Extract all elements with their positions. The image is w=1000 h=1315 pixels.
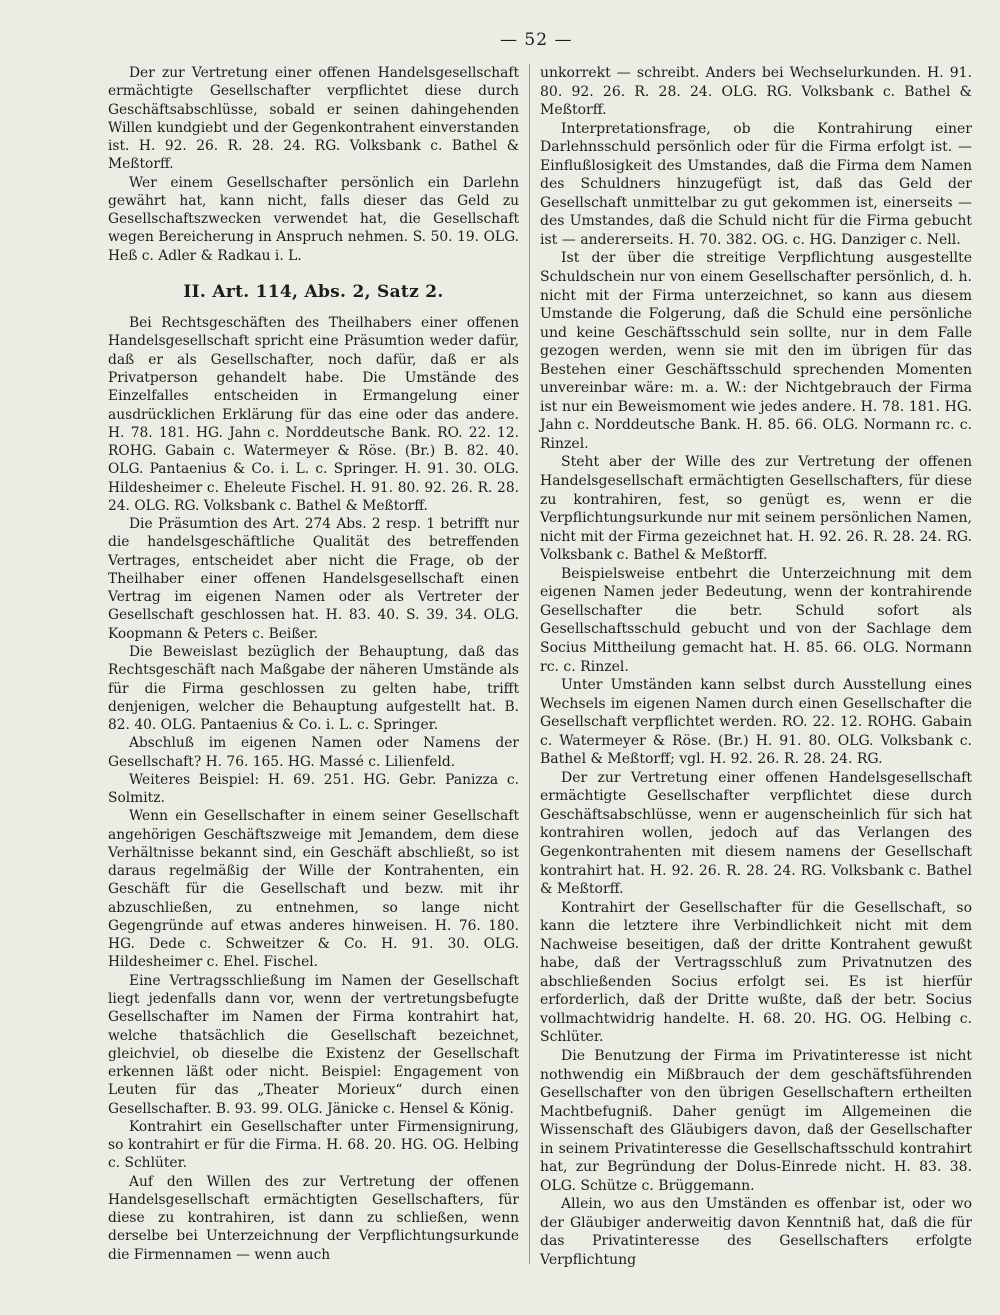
left-column — [108, 64, 519, 1264]
paragraph: Der zur Vertretung einer offenen Handelsgesellschaft ermächtigte Gesellschafter verpflichtet diese durch Geschäftsabschlüsse, sobald er seinen dahingehenden Willen kundgiebt und der Gegenkontrahent einverstanden ist. H. 92. 26. R. 28. 24. RG. Volksbank c. Bathel & Meßtorff. — [108, 65, 519, 173]
paragraph: Kontrahirt ein Gesellschafter unter Firmensignirung, so kontrahirt er für die Firma. H. 68. 20. HG. OG. Helbing c. Schlüter. — [108, 1118, 519, 1172]
paragraph: Wenn ein Gesellschafter in einem seiner Gesellschaft angehörigen Geschäftszweige mit Jemandem, dem diese Verhältnisse bekannt sind, ein Geschäft abschließt, so ist daraus regelmäßig der Wille der Kontrahenten, ein Geschäft für die Gesellschaft und bezw. mit ihr abzuschließen, zu entnehmen, so lange nicht Gegengründe auf etwas anderes hinweisen. H. 76. 180. HG. Dede c. Schweitzer & Co. H. 91. 30. OLG. Hildesheimer c. Ehel. Fischel. — [108, 808, 519, 971]
paragraph-continuation: unkorrekt — schreibt. Anders bei Wechselurkunden. H. 91. 80. 92. 26. R. 28. 24. OLG. RG. Volksbank c. Bathel & Meßtorff. — [540, 65, 972, 119]
document-page: — 52 — Der zur Vertretung einer offenen Handelsgesellschaft ermächtigte Gesellschafter verpflichtet diese durch Geschäftsabschlüsse, sobald er seinen dahingehenden Willen kundgiebt und der Gegenkontrahent einverstanden ist. H. 92. 26. R. 28. 24. RG. Volksbank c. Bathel & Meßtorff. Wer einem Gesellschafter persönlich ein Darlehn gewährt hat, kann nicht, falls dieser das Geld zu Gesellschaftszwecken verwendet hat, die Gesellschaft wegen Bereicherung in Anspruch nehmen. S. 50. 19. OLG. Heß c. Adler & Radkau i. L. II. Art. 114, Abs. 2, Satz 2. Bei Rechtsgeschäften des Theilhabers einer offenen Handelsgesellschaft spricht eine Präsumtion weder dafür, daß er als Gesellschafter, noch dafür, daß er als Privatperson gehandelt habe. Die Umstände des Einzelfalles entscheiden in Ermangelung einer ausdrücklichen Erklärung für das eine oder das andere. H. 78. 181. HG. Jahn c. Norddeutsche Bank. RO. 22. 12. ROHG. Gabain c. Watermeyer & Röse. (Br.) B. 82. 40. OLG. Pantaenius & Co. i. L. c. Springer. H. 91. 30. OLG. Hildesheimer c. Eheleute Fischel. H. 91. 80. 92. 26. R. 28. 24. OLG. RG. Volksbank c. Bathel & Meßtorff. Die Präsumtion des Art. 274 Abs. 2 resp. 1 betrifft nur die handelsgeschäftliche Qualität des betreffenden Vertrages, entscheidet aber nicht die Frage, ob der Theilhaber einer offenen Handelsgesellschaft einen Vertrag im eigenen Namen oder als Vertreter der Gesellschaft geschlossen hat. H. 83. 40. S. 39. 34. OLG. Koopmann & Peters c. Beißer. Die Beweislast bezüglich der Behauptung, daß das Rechtsgeschäft nach Maßgabe der näheren Umstände als für die Firma geschlossen zu gelten habe, trifft denjenigen, welcher die Behauptung aufgestellt hat. B. 82. 40. OLG. Pantaenius & Co. i. L. c. Springer. Abschluß im eigenen Namen oder Namens der Gesellschaft? H. 76. 165. HG. Massé c. Lilienfeld. Weiteres Beispiel: H. 69. 251. HG. Gebr. Panizza c. Solmitz. Wenn ein Gesellschafter in einem seiner Gesellschaft angehörigen Geschäftszweige mit Jemandem, dem diese Verhältnisse bekannt sind, ein Geschäft abschließt, so ist daraus regelmäßig der Wille der Kontrahenten, ein Geschäft für die Gesellschaft und bezw. mit ihr abzuschließen, zu entnehmen, so lange nicht Gegengründe auf etwas anderes hinweisen. H. 76. 180. HG. Dede c. Schweitzer & Co. H. 91. 30. OLG. Hildesheimer c. Ehel. Fischel. Eine Vertragsschließung im Namen der Gesellschaft liegt jedenfalls dann vor, wenn der vertretungsbefugte Gesellschafter im Namen der Firma kontrahirt hat, welche thatsächlich die Gesellschaft bezeichnet, gleichviel, ob dieselbe die Existenz der Gesellschaft erkennen läßt oder nicht. Beispiel: Engagement von Leuten für das „Theater Morieux“ durch einen Gesellschafter. B. 93. 99. OLG. Jänicke c. Hensel & König. Kontrahirt ein Gesellschafter unter Firmensignirung, so kontrahirt er für die Firma. H. 68. 20. HG. OG. Helbing c. Schlüter. Auf den Willen des zur Vertretung der offenen Handelsgesellschaft ermächtigten Gesellschafters, für diese zu kontrahiren, ist dann zu schließen, wenn derselbe bei Unterzeichnung der Verpflichtungsurkunde die Firmennamen — wenn auch unkorrekt — schreibt. Anders bei Wechselurkunden. H. 91. 80. 92. 26. R. 28. 24. OLG. RG. Volksbank c. Bathel & Meßtorff. Interpretationsfrage, ob die Kontrahirung einer Darlehnsschuld persönlich oder für die Firma erfolgt ist. — Einflußlosigkeit des Umstandes, daß die Firma dem Namen des Schuldners hinzugefügt ist, daß das Geld der Gesellschaft unmittelbar zu gut gekommen ist, einerseits — des Umstandes, daß die Schuld nicht für die Firma gebucht ist — andererseits. H. 70. 382. OG. c. HG. Danziger c. Nell. Ist der über die streitige Verpflichtung ausgestellte Schuldschein nur von einem Gesellschafter persönlich, d. h. nicht mit der Firma unterzeichnet, so kann aus diesem Umstande die Folgerung, daß die Schuld eine persönliche und keine Geschäftsschuld sein sollte, nur in dem Falle gezogen werden, wenn sie mit den im übrigen für das Bestehen einer Geschäftsschuld sprechenden Momenten unvereinbar wäre: m. a. W.: der Nichtgebrauch der Firma ist nur ein Beweismoment wie jedes andere. H. 78. 181. HG. Jahn c. Norddeutsche Bank. H. 85. 66. OLG. Normann rc. c. Rinzel. Steht aber der Wille des zur Vertretung der offenen Handelsgesellschaft ermächtigten Gesellschafters, für diese zu kontrahiren, fest, so genügt es, wenn er die Verpflichtungsurkunde nur mit seinem persönlichen Namen, nicht mit der Firma gezeichnet hat. H. 92. 26. R. 28. 24. RG. Volksbank c. Bathel & Meßtorff. Beispielsweise entbehrt die Unterzeichnung mit dem eigenen Namen jeder Bedeutung, wenn der kontrahirende Gesellschafter die betr. Schuld sofort als Gesellschaftsschuld gebucht und von der Sachlage dem Socius Mittheilung gemacht hat. H. 85. 66. OLG. Normann rc. c. Rinzel. Unter Umständen kann selbst durch Ausstellung eines Wechsels im eigenen Namen durch einen Gesellschafter die Gesellschaft verpflichtet werden. RO. 22. 12. ROHG. Gabain c. Watermeyer & Röse. (Br.) H. 91. 80. OLG. Volksbank c. Bathel & Meßtorff; vgl. H. 92. 26. R. 28. 24. RG. Der zur Vertretung einer offenen Handelsgesellschaft ermächtigte Gesellschafter verpflichtet diese durch Geschäftsabschlüsse, wenn er augenscheinlich für sich hat kontrahiren wollen, jedoch auf das Verlangen des Gegenkontrahenten mit diesem namens der Gesellschaft kontrahirt hat. H. 92. 26. R. 28. 24. RG. Volksbank c. Bathel & Meßtorff. Kontrahirt der Gesellschafter für die Gesellschaft, so kann die letztere ihre Verbindlichkeit nicht mit dem Nachweise beseitigen, daß der dritte Kontrahent gewußt habe, daß der Vertragsschluß zum Privatnutzen des abschließenden Socius erfolgt sei. Es ist hierfür erforderlich, daß der Dritte wußte, daß der betr. Socius vollmachtwidrig handelte. H. 68. 20. HG. OG. Helbing c. Schlüter. Die Benutzung der Firma im Privatinteresse ist nicht nothwendig ein Mißbrauch der dem geschäftsführenden Gesellschafter von den übrigen Gesellschaftern ertheilten Machtbefugniß. Daher genügt im Allgemeinen die Wissenschaft des Gläubigers davon, daß der Gesellschafter in seinem Privatinteresse die Gesellschaftsschuld kontrahirt hat, zur Begründung der Dolus-Einrede nicht. H. 83. 38. OLG. Schütze c. Brüggemann. Allein, wo aus den Umständen es offenbar ist, oder wo der Gläubiger anderweitig davon Kenntniß hat, daß die für das Privatinteresse des Gesellschafters erfolgte Verpflichtung — [108, 30, 972, 1268]
paragraph: Die Benutzung der Firma im Privatinteresse ist nicht nothwendig ein Mißbrauch der dem geschäftsführenden Gesellschafter von den übrigen Gesellschaftern ertheilten Machtbefugniß. Daher genügt im Allgemeinen die Wissenschaft des Gläubigers davon, daß der Gesellschafter in seinem Privatinteresse die Gesellschaftsschuld kontrahirt hat, zur Begründung der Dolus-Einrede nicht. H. 83. 38. OLG. Schütze c. Brüggemann. — [540, 1047, 972, 1194]
paragraph: Beispielsweise entbehrt die Unterzeichnung mit dem eigenen Namen jeder Bedeutung, wenn der kontrahirende Gesellschafter die betr. Schuld sofort als Gesellschaftsschuld gebucht und von der Sachlage dem Socius Mittheilung gemacht hat. H. 85. 66. OLG. Normann rc. c. Rinzel. — [540, 565, 972, 675]
paragraph: Allein, wo aus den Umständen es offenbar ist, oder wo der Gläubiger anderweitig davon Kenntniß hat, daß die für das Privatinteresse des Gesellschafters erfolgte Verpflichtung — [540, 1196, 972, 1268]
paragraph: Ist der über die streitige Verpflichtung ausgestellte Schuldschein nur von einem Gesellschafter persönlich, d. h. nicht mit der Firma unterzeichnet, so kann aus diesem Umstande die Folgerung, daß die Schuld eine persönliche und keine Geschäftsschuld sein sollte, nur in dem Falle gezogen werden, wenn sie mit den im übrigen für das Bestehen einer Geschäftsschuld sprechenden Momenten unvereinbar wäre: m. a. W.: der Nichtgebrauch der Firma ist nur ein Beweismoment wie jedes andere. H. 78. 181. HG. Jahn c. Norddeutsche Bank. H. 85. 66. OLG. Normann rc. c. Rinzel. — [540, 250, 972, 452]
section-heading: II. Art. 114, Abs. 2, Satz 2. — [183, 281, 444, 302]
paragraph: Weiteres Beispiel: H. 69. 251. HG. Gebr. Panizza c. Solmitz. — [108, 771, 519, 807]
paragraph: Auf den Willen des zur Vertretung der offenen Handelsgesellschaft ermächtigten Gesellschafters, für diese zu kontrahiren, ist dann zu schließen, wenn derselbe bei Unterzeichnung der Verpflichtungsurkunde die Firmennamen — wenn auch — [108, 1173, 519, 1263]
column-divider — [529, 64, 530, 1264]
paragraph: Unter Umständen kann selbst durch Ausstellung eines Wechsels im eigenen Namen durch einen Gesellschafter die Gesellschaft verpflichtet werden. RO. 22. 12. ROHG. Gabain c. Watermeyer & Röse. (Br.) H. 91. 80. OLG. Volksbank c. Bathel & Meßtorff; vgl. H. 92. 26. R. 28. 24. RG. — [540, 677, 972, 768]
paragraph: Die Präsumtion des Art. 274 Abs. 2 resp. 1 betrifft nur die handelsgeschäftliche Qualität des betreffenden Vertrages, entscheidet aber nicht die Frage, ob der Theilhaber einer offenen Handelsgesellschaft einen Vertrag im eigenen Namen oder als Vertreter der Gesellschaft geschlossen hat. H. 83. 40. S. 39. 34. OLG. Koopmann & Peters c. Beißer. — [108, 516, 519, 642]
paragraph: Bei Rechtsgeschäften des Theilhabers einer offenen Handelsgesellschaft spricht eine Präsumtion weder dafür, daß er als Gesellschafter, noch dafür, daß er als Privatperson gehandelt habe. Die Umstände des Einzelfalles entscheiden in Ermangelung einer ausdrücklichen Erklärung für das eine oder das andere. H. 78. 181. HG. Jahn c. Norddeutsche Bank. RO. 22. 12. ROHG. Gabain c. Watermeyer & Röse. (Br.) B. 82. 40. OLG. Pantaenius & Co. i. L. c. Springer. H. 91. 30. OLG. Hildesheimer c. Eheleute Fischel. H. 91. 80. 92. 26. R. 28. 24. OLG. RG. Volksbank c. Bathel & Meßtorff. — [108, 315, 519, 514]
paragraph: Steht aber der Wille des zur Vertretung der offenen Handelsgesellschaft ermächtigten Gesellschafters, für diese zu kontrahiren, fest, so genügt es, wenn er die Verpflichtungsurkunde nur mit seinem persönlichen Namen, nicht mit der Firma gezeichnet hat. H. 92. 26. R. 28. 24. RG. Volksbank c. Bathel & Meßtorff. — [540, 454, 972, 564]
paragraph: Eine Vertragsschließung im Namen der Gesellschaft liegt jedenfalls dann vor, wenn der vertretungsbefugte Gesellschafter im Namen der Firma kontrahirt hat, welche thatsächlich die Gesellschaft bezeichnet, gleichviel, ob dieselbe die Existenz der Gesellschaft erkennen läßt oder nicht. Beispiel: Engagement von Leuten für das „Theater Morieux“ durch einen Gesellschafter. B. 93. 99. OLG. Jänicke c. Hensel & König. — [108, 972, 519, 1117]
paragraph: Die Beweislast bezüglich der Behauptung, daß das Rechtsgeschäft nach Maßgabe der näheren Umstände als für die Firma geschlossen zu gelten habe, trifft denjenigen, welcher die Behauptung aufgestellt hat. B. 82. 40. OLG. Pantaenius & Co. i. L. c. Springer. — [108, 643, 519, 734]
paragraph: Der zur Vertretung einer offenen Handelsgesellschaft ermächtigte Gesellschafter verpflichtet diese durch Geschäftsabschlüsse, wenn er augenscheinlich für sich hat kontrahiren wollen, jedoch auf das Verlangen des Gegenkontrahenten mit diesem namens der Gesellschaft kontrahirt hat. H. 92. 26. R. 28. 24. RG. Volksbank c. Bathel & Meßtorff. — [540, 769, 972, 898]
paragraph: Kontrahirt der Gesellschafter für die Gesellschaft, so kann die letztere ihre Verbindlichkeit nicht mit dem Nachweise beseitigen, daß der dritte Kontrahent gewußt habe, daß der Vertragsschluß zum Privatnutzen des abschließenden Socius erfolgt sei. Es ist hierfür erforderlich, daß der Dritte wußte, daß der betr. Socius vollmachtwidrig handelte. H. 68. 20. HG. OG. Helbing c. Schlüter. — [540, 899, 972, 1046]
paragraph: Abschluß im eigenen Namen oder Namens der Gesellschaft? H. 76. 165. HG. Massé c. Lilienfeld. — [108, 735, 519, 770]
right-column — [540, 64, 972, 1270]
paragraph: Wer einem Gesellschafter persönlich ein Darlehn gewährt hat, kann nicht, falls dieser das Geld zu Gesellschaftszwecken verwendet hat, die Gesellschaft wegen Bereicherung in Anspruch nehmen. S. 50. 19. OLG. Heß c. Adler & Radkau i. L. — [108, 174, 519, 264]
paragraph: Interpretationsfrage, ob die Kontrahirung einer Darlehnsschuld persönlich oder für die Firma erfolgt ist. — Einflußlosigkeit des Umstandes, daß die Firma dem Namen des Schuldners hinzugefügt ist, daß das Geld der Gesellschaft unmittelbar zu gut gekommen ist, einerseits — des Umstandes, daß die Schuld nicht für die Firma gebucht ist — andererseits. H. 70. 382. OG. c. HG. Danziger c. Nell. — [540, 120, 972, 248]
